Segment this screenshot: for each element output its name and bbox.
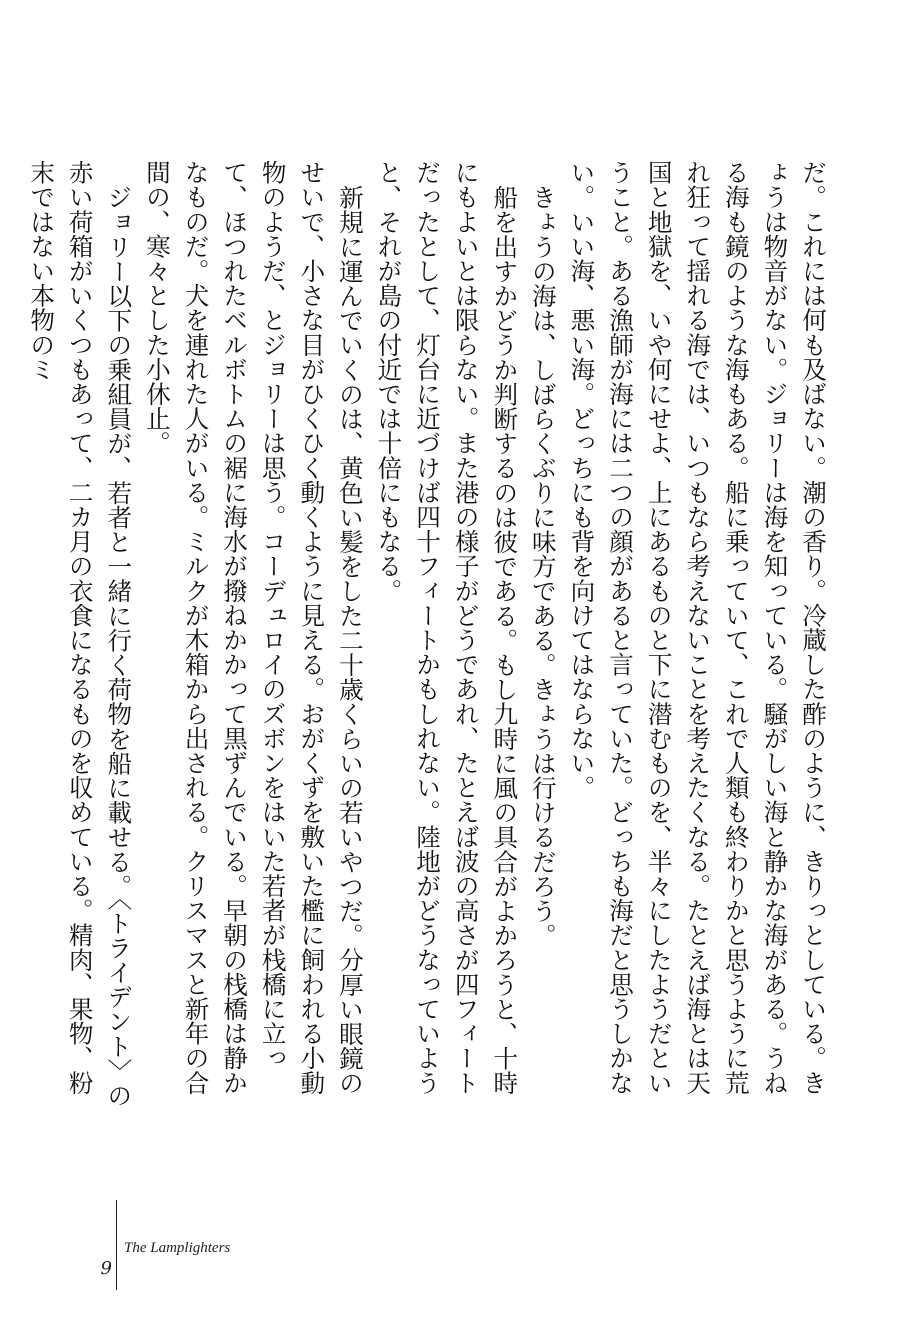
paragraph-2: きょうの海は、しばらくぶりに味方である。きょうは行けるだろう。: [528, 184, 558, 948]
paragraph-5: ジョリー以下の乗組員が、若者と一緒に行く荷物を船に載せる。〈トライデント〉の赤い荷箱がいくつもあって、二カ月の衣食になるものを収めている。精肉、果物、粉末ではない本物のミ: [27, 160, 134, 1108]
paragraph-3: 船を出すかどうか判断するのは彼である。もし九時に風の具合がよかろうと、十時にもよいとは限らない。また港の様子がどうであれ、たとえば波の高さが四フィートだったとして、灯台に近づけば四十フィートかもしれない。陸地がどうなっていようと、それが島の付近では十倍にもなる。: [374, 160, 520, 1095]
paragraph-4: 新規に運んでいくのは、黄色い髪をした二十歳くらいの若いやつだ。分厚い眼鏡のせいで、小さな目がひくひく動くように見える。おがくずを敷いた檻に飼われる小動物のようだ、とジョリーは思う。コーデュロイのズボンをはいた若者が栈橋に立って、ほつれたベルボトムの裾に海水が撥ねかかって黒ずんでいる。早朝の栈橋は静かなものだ。犬を連れた人がいる。ミルクが木箱から出される。クリスマスと新年の合間の、寒々とした小休止。: [142, 160, 365, 1095]
paragraph-1: だ。これには何も及ばない。潮の香り。冷蔵した酢のように、きりっとしている。きょうは物音がない。ジョリーは海を知っている。騒がしい海と静かな海がある。うねる海も鏡のような海もある。船に乗っていて、これで人類も終わりかと思うように荒れ狂って揺れる海では、いつもなら考えないことを考えたくなる。たとえば海とは天国と地獄を、いや何にせよ、上にあるものと下に潜むものを、半々にしたようだということ。ある漁師が海には二つの顔があると言っていた。どっちも海だと思うしかない。いい海、悪い海。どっちにも背を向けてはならない。: [567, 160, 828, 1095]
page-footer: [86, 1200, 386, 1290]
page-number: 9: [100, 1258, 112, 1279]
main-text: [27, 160, 832, 1110]
running-title: The Lamplighters: [124, 1240, 231, 1256]
footer-divider: [116, 1200, 117, 1290]
